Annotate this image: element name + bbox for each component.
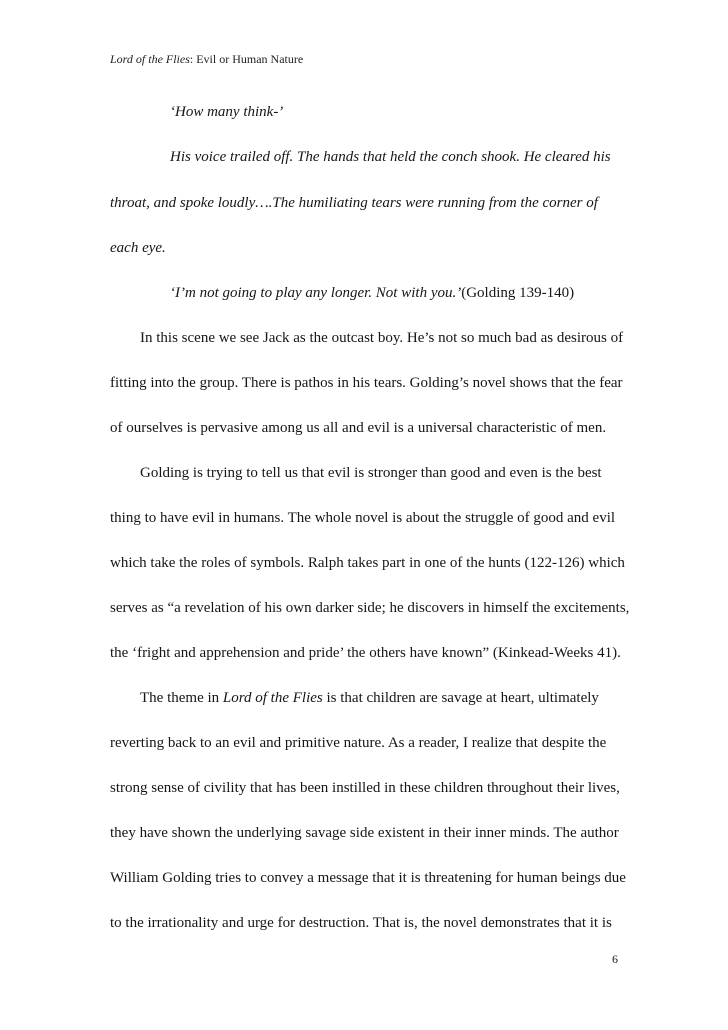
paragraph-3-line-2: reverting back to an evil and primitive nature. As a reader, I realize that despite the (110, 735, 607, 751)
quote-citation: (Golding 139-140) (461, 285, 575, 301)
paragraph-3-text-a: The theme in (140, 690, 223, 706)
paragraph-2-line-4: serves as “a revelation of his own darker side; he discovers in himself the excitements, (110, 600, 630, 616)
paragraph-3-text-b: is that children are savage at heart, ultimately (322, 690, 599, 706)
quote-dialogue: ‘I’m not going to play any longer. Not with you.’ (170, 285, 462, 301)
header-book-title: Lord of the Flies (110, 52, 190, 66)
paragraph-3-line-3: strong sense of civility that has been instilled in these children throughout their lives, (110, 780, 620, 796)
paragraph-2-line-2: thing to have evil in humans. The whole novel is about the struggle of good and evil (110, 510, 616, 526)
paragraph-2-line-5: the ‘fright and apprehension and pride’ the others have known” (Kinkead-Weeks 41). (110, 645, 621, 661)
running-header (110, 52, 303, 67)
paragraph-3-line-6: to the irrationality and urge for destruction. That is, the novel demonstrates that it is (110, 915, 612, 931)
paragraph-3-book-title: Lord of the Flies (222, 690, 323, 706)
quote-line-1: ‘How many think-’ (170, 104, 284, 120)
header-subtitle: : Evil or Human Nature (189, 52, 304, 66)
paragraph-1-line-2: fitting into the group. There is pathos in his tears. Golding’s novel shows that the fear (110, 375, 623, 391)
paragraph-1-line-1: In this scene we see Jack as the outcast boy. He’s not so much bad as desirous of (140, 330, 624, 346)
paragraph-3-line-1 (140, 689, 599, 707)
quote-line-5 (170, 284, 574, 302)
paragraph-2-line-3: which take the roles of symbols. Ralph takes part in one of the hunts (122-126) which (110, 555, 625, 571)
quote-line-4: each eye. (110, 240, 166, 256)
quote-line-2: His voice trailed off. The hands that held the conch shook. He cleared his (170, 149, 611, 165)
paragraph-3-line-5: William Golding tries to convey a message that it is threatening for human beings due (110, 870, 626, 886)
paragraph-2-line-1: Golding is trying to tell us that evil is stronger than good and even is the best (140, 465, 602, 481)
paragraph-1-line-3: of ourselves is pervasive among us all and evil is a universal characteristic of men. (110, 420, 607, 436)
paragraph-3-line-4: they have shown the underlying savage side existent in their inner minds. The author (110, 825, 619, 841)
quote-line-3: throat, and spoke loudly….The humiliating tears were running from the corner of (110, 195, 598, 211)
page-number: 6 (612, 952, 618, 966)
